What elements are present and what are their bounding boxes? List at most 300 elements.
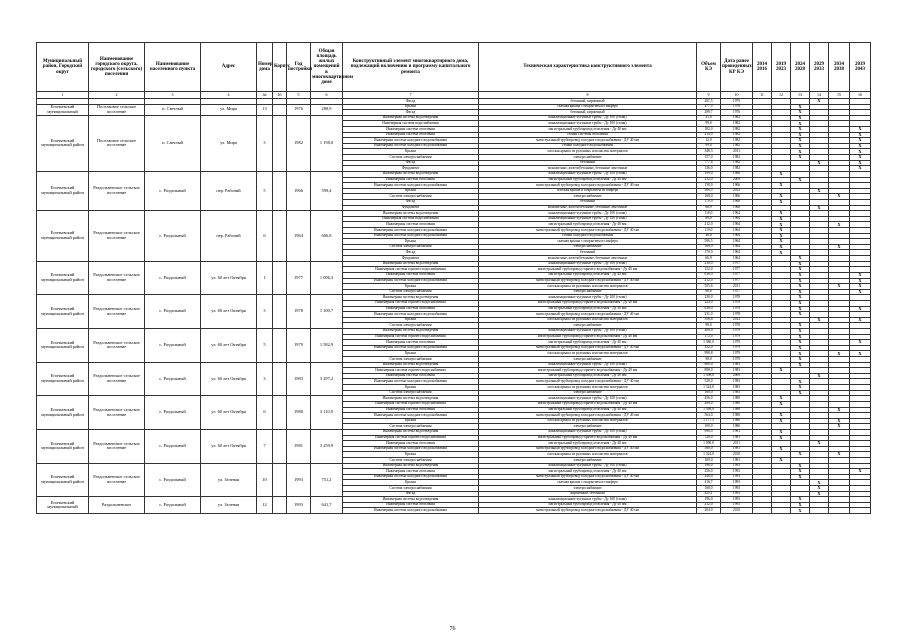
characteristic-cell: магистральный трубопровод отопления - Ду 40 мм — [479, 222, 697, 228]
volume-cell: 990,0 — [697, 429, 721, 435]
house-number-cell: 3 — [257, 295, 273, 329]
column-number: 6 — [311, 92, 343, 99]
element-cell: Крыша — [343, 239, 479, 245]
locality-cell: с. Раздольный — [145, 211, 201, 261]
characteristic-cell: скатная крыша с покрытием из шифера — [479, 480, 697, 486]
element-cell: Инженерная система отопления — [343, 222, 479, 228]
locality-cell: с. Раздольный — [145, 396, 201, 430]
period-mark-cell: X — [772, 396, 791, 402]
volume-cell: 98,0 — [697, 289, 721, 295]
column-number: 12 — [772, 92, 791, 99]
volume-cell: 199,0 — [697, 171, 721, 177]
column-header: 2014 2016 — [753, 43, 772, 92]
period-mark-cell: X — [772, 228, 791, 234]
house-number-cell: 7 — [257, 429, 273, 463]
column-number: 4 — [201, 92, 257, 99]
building-cell — [273, 211, 287, 261]
characteristic-cell: канализационные чугунные трубы - Ду 100 (стояк) — [479, 497, 697, 503]
building-cell — [273, 295, 287, 329]
prior-repair-date-cell: 1977 — [721, 272, 753, 278]
characteristic-cell: магистральный трубопровод холодного водоснабжения - ДУ 40 мм — [479, 474, 697, 480]
period-mark-cell: X — [829, 194, 850, 200]
characteristic-cell: электроснабжение — [479, 424, 697, 430]
volume-cell: 212,0 — [697, 278, 721, 284]
volume-cell: 46,0 — [697, 233, 721, 239]
characteristic-cell: бетонный, кирпичный — [479, 110, 697, 116]
characteristic-cell: магистральный трубопровод горячего водоснабжения - Ду 40 мм — [479, 267, 697, 273]
volume-cell: 110,0 — [697, 211, 721, 217]
settlement-cell: Раздольненское — [89, 497, 145, 514]
building-cell — [273, 429, 287, 463]
column-header: Наименование населенного пункта — [145, 43, 201, 92]
volume-cell: 616,0 — [697, 306, 721, 312]
characteristic-cell: магистральный трубопровод холодного водоснабжения - ДУ 40 мм — [479, 379, 697, 385]
building-cell — [273, 362, 287, 396]
element-cell: Инженерная система водоотведения — [343, 463, 479, 469]
prior-repair-date-cell: 1979 — [721, 357, 753, 363]
locality-cell: с. Раздольный — [145, 362, 201, 396]
volume-cell: 12,0 — [697, 138, 721, 144]
prior-repair-date-cell: 1993 — [721, 463, 753, 469]
element-cell: Крыша — [343, 385, 479, 391]
district-cell: Егоньевский муниципальный район — [37, 328, 89, 362]
settlement-cell: Раздольненское сельское поселение — [89, 328, 145, 362]
house-number-cell: 1 — [257, 261, 273, 295]
element-cell: Инженерная система горячего водоснабжения — [343, 401, 479, 407]
characteristic-cell: магистральный трубопровод холодного водоснабжения - ДУ 40 мм — [479, 446, 697, 452]
characteristic-cell: магистральный трубопровод отопления - Ду 40 мм — [479, 502, 697, 508]
prior-repair-date-cell: 2011 — [721, 149, 753, 155]
characteristic-cell: плоская крыша из рулонных или мастик материалов — [479, 317, 697, 323]
prior-repair-date-cell: 1980 — [721, 418, 753, 424]
period-mark-cell: X — [791, 155, 810, 161]
year-built-cell: 1979 — [287, 328, 311, 362]
volume-cell: 66,9 — [697, 205, 721, 211]
volume-cell: 110,0 — [697, 228, 721, 234]
column-number: 9 — [697, 92, 721, 99]
period-mark-cell: X — [791, 149, 810, 155]
volume-cell: 99,0 — [697, 143, 721, 149]
period-mark-cell: X — [810, 160, 829, 166]
volume-cell: 212,0 — [697, 502, 721, 508]
element-cell: Инженерная система отопления — [343, 306, 479, 312]
element-cell: Фасад — [343, 199, 479, 205]
characteristic-cell: плоская крыша из рулонных или мастик материалов — [479, 149, 697, 155]
characteristic-cell: плоская крыша и покрытием из шифера — [479, 188, 697, 194]
house-number-cell: 5 — [257, 171, 273, 210]
characteristic-cell: канализационные чугунные трубы - Ду 100 (стояк) — [479, 328, 697, 334]
column-number: 13 — [791, 92, 810, 99]
period-mark-cell: X — [850, 272, 871, 278]
period-mark-cell: X — [810, 491, 829, 497]
characteristic-cell: магистральный трубопровод отопления - Ду 40 мм — [479, 340, 697, 346]
prior-repair-date-cell: 1966 — [721, 205, 753, 211]
characteristic-cell: магистральный трубопровод отопления - Ду 40 мм — [479, 306, 697, 312]
volume-cell: 277,5 — [697, 104, 721, 110]
column-number: 2 — [89, 92, 145, 99]
prior-repair-date-cell: 1982 — [721, 160, 753, 166]
street-cell: ул. 60 лет Октября — [201, 362, 257, 396]
prior-repair-date-cell: 1993 — [721, 486, 753, 492]
volume-cell: 416,7 — [697, 480, 721, 486]
volume-cell: 1 398,0 — [697, 373, 721, 379]
prior-repair-date-cell: 1993 — [721, 502, 753, 508]
element-cell: Инженерная система отопления — [343, 127, 479, 133]
period-mark-cell: X — [810, 441, 829, 447]
element-cell: Система электроснабжения — [343, 289, 479, 295]
district-cell: Егоньевский муниципальный район — [37, 295, 89, 329]
period-mark-cell: X — [791, 469, 810, 475]
volume-cell: 520,0 — [697, 379, 721, 385]
prior-repair-date-cell: 1964 — [721, 233, 753, 239]
period-mark-cell: X — [850, 278, 871, 284]
period-mark-cell: X — [772, 216, 791, 222]
settlement-cell: Раздольненское сельское поселение — [89, 211, 145, 261]
volume-cell: 720,0 — [697, 435, 721, 441]
period-mark-cell: X — [810, 99, 829, 105]
period-mark-cell: X — [791, 323, 810, 329]
period-mark-cell: X — [791, 334, 810, 340]
table-body — [37, 99, 871, 514]
characteristic-cell: плоская крыша из рулонных или мастик материалов — [479, 418, 697, 424]
prior-repair-date-cell: 1981 — [721, 435, 753, 441]
period-mark-cell: X — [791, 328, 810, 334]
area-cell: 1 100,7 — [311, 295, 343, 329]
characteristic-cell: канализационные чугунные трубы - Ду 100 (стояк) — [479, 362, 697, 368]
volume-cell: 777,6 — [697, 160, 721, 166]
period-mark-cell: X — [791, 362, 810, 368]
element-cell: Инженерная система холодного водоснабжения — [343, 312, 479, 318]
element-cell: Инженерная система холодного водоснабжения — [343, 446, 479, 452]
characteristic-cell: бетонный, кирпичный — [479, 99, 697, 105]
period-mark-cell: X — [850, 143, 871, 149]
year-built-cell: 1983 — [287, 362, 311, 396]
period-mark-cell: X — [810, 486, 829, 492]
building-cell — [273, 115, 287, 171]
period-mark-cell: X — [791, 295, 810, 301]
volume-cell: 230,0 — [697, 295, 721, 301]
period-mark-cell: X — [772, 250, 791, 256]
period-mark-cell: X — [791, 385, 810, 391]
period-mark-cell: X — [791, 261, 810, 267]
street-cell: пер. Рабочий — [201, 171, 257, 210]
volume-cell: 168,0 — [697, 486, 721, 492]
column-number: 7 — [343, 92, 479, 99]
characteristic-cell: бетонный — [479, 199, 697, 205]
period-mark-cell — [850, 508, 871, 514]
period-mark-cell — [829, 508, 850, 514]
prior-repair-date-cell: 2009 — [721, 373, 753, 379]
prior-repair-date-cell: 1980 — [721, 407, 753, 413]
element-cell: Фасад — [343, 250, 479, 256]
period-mark-cell: X — [772, 211, 791, 217]
element-cell: Система электроснабжения — [343, 194, 479, 200]
element-cell: Инженерная система отопления — [343, 177, 479, 183]
house-number-cell: 13 — [257, 104, 273, 115]
header-row — [37, 43, 871, 92]
characteristic-cell: магистральный трубопровод отопления - Ду 40 мм — [479, 272, 697, 278]
period-mark-cell: X — [850, 166, 871, 172]
volume-cell: 898,0 — [697, 368, 721, 374]
period-mark-cell: X — [772, 183, 791, 189]
year-built-cell: 1982 — [287, 115, 311, 171]
area-cell: 1 582,9 — [311, 328, 343, 362]
prior-repair-date-cell: 1993 — [721, 497, 753, 503]
prior-repair-date-cell: 1980 — [721, 401, 753, 407]
element-cell: Фундамент — [343, 256, 479, 262]
characteristic-cell: магистральный трубопровод горячего водоснабжения - Ду 40 мм — [479, 300, 697, 306]
district-cell: Егоньевский муниципальный район — [37, 396, 89, 430]
element-cell: Инженерная система отопления — [343, 407, 479, 413]
column-number: 4б — [273, 92, 287, 99]
element-cell: Инженерная система отопления — [343, 441, 479, 447]
column-number: 8 — [479, 92, 697, 99]
characteristic-cell: электроснабжение — [479, 323, 697, 329]
period-mark-cell: X — [850, 155, 871, 161]
building-cell — [273, 171, 287, 210]
prior-repair-date-cell: 1979 — [721, 345, 753, 351]
year-built-cell: 1978 — [287, 295, 311, 329]
volume-cell: 1 324,0 — [697, 452, 721, 458]
element-cell: Система электроснабжения — [343, 390, 479, 396]
volume-cell: 210,0 — [697, 261, 721, 267]
volume-cell: 158,0 — [697, 183, 721, 189]
period-mark-cell: X — [791, 110, 810, 116]
volume-cell: 231,0 — [697, 312, 721, 318]
volume-cell: 348,3 — [697, 149, 721, 155]
period-mark-cell: X — [829, 351, 850, 357]
column-header: Общая площадь жилых помещений в многоквартирном доме — [311, 43, 343, 92]
characteristic-cell: магистральный трубопровод горячего водоснабжения - Ду 40 мм — [479, 401, 697, 407]
district-cell: Егоньевский муниципальный район — [37, 115, 89, 171]
street-cell: ул. Мира — [201, 104, 257, 115]
period-mark-cell: X — [772, 401, 791, 407]
period-mark-cell: X — [829, 407, 850, 413]
house-number-cell: 5 — [257, 328, 273, 362]
element-cell: Инженерная система отопления — [343, 132, 479, 138]
period-mark-cell: X — [791, 474, 810, 480]
house-number-cell: 12 — [257, 497, 273, 514]
prior-repair-date-cell: 1976 — [721, 110, 753, 116]
period-mark-cell: X — [850, 284, 871, 290]
volume-cell: 1 398,0 — [697, 407, 721, 413]
street-cell: ул. 60 лет Октября — [201, 396, 257, 430]
element-cell: Инженерная система водоотведения — [343, 211, 479, 217]
volume-cell: 168,0 — [697, 194, 721, 200]
column-header: Техническая характеристика конструктивного элемента — [479, 43, 697, 92]
element-cell: Крыша — [343, 104, 479, 110]
element-cell: Инженерная система холодного водоснабжения — [343, 413, 479, 419]
characteristic-cell: электроснабжение — [479, 289, 697, 295]
area-cell: 3 110,9 — [311, 396, 343, 430]
prior-repair-date-cell: 1964 — [721, 244, 753, 250]
characteristic-cell: магистральный трубопровод холодного водоснабжения - ДУ 40 мм — [479, 312, 697, 318]
period-mark-cell: X — [791, 300, 810, 306]
volume-cell: 204,0 — [697, 508, 721, 514]
prior-repair-date-cell: 1964 — [721, 222, 753, 228]
element-cell: Система электроснабжения — [343, 458, 479, 464]
prior-repair-date-cell: 1980 — [721, 424, 753, 430]
prior-repair-date-cell: 1977 — [721, 289, 753, 295]
element-cell: Инженерная система водоотведения — [343, 328, 479, 334]
period-mark-cell: X — [791, 138, 810, 144]
locality-cell: с. Раздольный — [145, 429, 201, 463]
column-number: 4a — [257, 92, 273, 99]
street-cell: пер. Рабочий — [201, 211, 257, 261]
period-mark-cell: X — [791, 340, 810, 346]
building-cell — [273, 497, 287, 514]
element-cell: Инженерная система горячего водоснабжения — [343, 334, 479, 340]
period-mark-cell — [772, 508, 791, 514]
building-cell — [273, 261, 287, 295]
volume-cell: 616,0 — [697, 272, 721, 278]
period-mark-cell: X — [772, 429, 791, 435]
characteristic-cell: стояки системы отопления — [479, 132, 697, 138]
element-cell: Фасад — [343, 110, 479, 116]
element-cell: Инженерная система водоотведения — [343, 171, 479, 177]
volume-cell: 100,0 — [697, 458, 721, 464]
volume-cell: 212,0 — [697, 177, 721, 183]
prior-repair-date-cell: 1966 — [721, 183, 753, 189]
period-mark-cell: X — [850, 351, 871, 357]
district-cell: Егоньевский муниципальный — [37, 104, 89, 115]
characteristic-cell: плоская крыша из рулонных или мастик материалов — [479, 351, 697, 357]
volume-cell: 506,5 — [697, 188, 721, 194]
characteristic-cell: канализационные чугунные трубы - Ду 100 (стояк) — [479, 171, 697, 177]
volume-cell: 299,7 — [697, 110, 721, 116]
volume-cell: 170,9 — [697, 250, 721, 256]
column-number: 3 — [145, 92, 201, 99]
element-cell: Инженерная система отопления — [343, 373, 479, 379]
prior-repair-date-cell: 1966 — [721, 194, 753, 200]
period-mark-cell: X — [791, 127, 810, 133]
building-cell — [273, 463, 287, 497]
column-header: 2024 2028 — [791, 43, 810, 92]
characteristic-cell: канализационные чугунные трубы - Ду 100 (стояк) — [479, 121, 697, 127]
period-mark-cell: X — [791, 143, 810, 149]
year-built-cell: 1980 — [287, 396, 311, 430]
area-cell: 3 259,9 — [311, 429, 343, 463]
year-built-cell: 1964 — [287, 211, 311, 261]
element-cell: Инженерная система горячего водоснабжения — [343, 435, 479, 441]
prior-repair-date-cell: 1978 — [721, 104, 753, 110]
volume-cell: 998,8 — [697, 351, 721, 357]
volume-cell: 1 177,5 — [697, 418, 721, 424]
period-mark-cell: X — [850, 149, 871, 155]
volume-cell: 172,0 — [697, 334, 721, 340]
district-cell: Егоньевский муниципальный — [37, 497, 89, 514]
element-cell: Инженерная система холодного водоснабжения — [343, 138, 479, 144]
characteristic-cell: электроснабжение — [479, 194, 697, 200]
settlement-cell: Раздольненское сельское поселение — [89, 429, 145, 463]
district-cell: Егоньевский муниципальный район — [37, 429, 89, 463]
element-cell: Система электроснабжения — [343, 244, 479, 250]
volume-cell: 41,0 — [697, 115, 721, 121]
period-mark-cell: X — [829, 424, 850, 430]
characteristic-cell: магистральный трубопровод холодного водоснабжения - ДУ 40 мм — [479, 345, 697, 351]
period-mark-cell: X — [829, 222, 850, 228]
period-mark-cell: X — [829, 244, 850, 250]
house-number-cell: 6 — [257, 396, 273, 430]
prior-repair-date-cell: 1983 — [721, 362, 753, 368]
element-cell: Инженерная система водоотведения — [343, 362, 479, 368]
characteristic-cell: электроснабжение — [479, 486, 697, 492]
prior-repair-date-cell: 1977 — [721, 278, 753, 284]
period-mark-cell: X — [810, 373, 829, 379]
volume-cell: 182,0 — [697, 127, 721, 133]
column-number: 16 — [850, 92, 871, 99]
element-cell: Крыша — [343, 188, 479, 194]
period-mark-cell: X — [772, 244, 791, 250]
element-cell: Инженерная система водоотведения — [343, 497, 479, 503]
prior-repair-date-cell: 1979 — [721, 334, 753, 340]
prior-repair-date-cell: 2010 — [721, 508, 753, 514]
element-cell: Инженерная система отопления — [343, 469, 479, 475]
capital-repair-register-table — [36, 42, 871, 514]
period-mark-cell: X — [829, 284, 850, 290]
house-number-cell: 3 — [257, 362, 273, 396]
prior-repair-date-cell: 1993 — [721, 469, 753, 475]
prior-repair-date-cell: 2009 — [721, 177, 753, 183]
characteristic-cell: скатная крыша с покрытием из шифера — [479, 104, 697, 110]
element-cell: Инженерная система холодного водоснабжения — [343, 278, 479, 284]
period-mark-cell: X — [791, 508, 810, 514]
street-cell: ул. 60 лет Октября — [201, 295, 257, 329]
period-mark-cell: X — [772, 239, 791, 245]
column-header: Номер дома — [257, 43, 273, 92]
element-cell: Крыша — [343, 317, 479, 323]
column-header: Конструктивный элемент многоквартирного дома, подлежащий включению в программу капитального ремонта — [343, 43, 479, 92]
period-mark-cell: X — [791, 121, 810, 127]
volume-cell: 256,0 — [697, 469, 721, 475]
period-mark-cell: X — [772, 458, 791, 464]
element-cell: Система электроснабжения — [343, 486, 479, 492]
characteristic-cell: магистральный трубопровод холодного водоснабжения - ДУ 40 мм — [479, 138, 697, 144]
period-mark-cell: X — [829, 418, 850, 424]
area-cell: 751,2 — [311, 463, 343, 497]
prior-repair-date-cell: 1964 — [721, 239, 753, 245]
prior-repair-date-cell: 1977 — [721, 261, 753, 267]
period-mark-cell: X — [791, 357, 810, 363]
element-cell: Фундамент — [343, 205, 479, 211]
element-cell: Фасад — [343, 491, 479, 497]
volume-cell: 136,0 — [697, 166, 721, 172]
area-cell: 641,7 — [311, 497, 343, 514]
settlement-cell: Раздольненское сельское поселение — [89, 396, 145, 430]
period-mark-cell: X — [772, 446, 791, 452]
period-mark-cell: X — [791, 497, 810, 503]
prior-repair-date-cell: 1982 — [721, 121, 753, 127]
characteristic-cell: плоская крыша из рулонных или мастик материалов — [479, 284, 697, 290]
period-mark-cell — [810, 508, 829, 514]
prior-repair-date-cell: 1979 — [721, 340, 753, 346]
characteristic-cell: стояки холодного водоснабжения — [479, 233, 697, 239]
characteristic-cell: скатная крыша с покрытием из шифера — [479, 239, 697, 245]
volume-cell: 66,9 — [697, 256, 721, 262]
characteristic-cell: канализационные чугунные трубы - Ду 100 (стояк) — [479, 216, 697, 222]
period-mark-cell: X — [791, 284, 810, 290]
element-cell: Инженерная система водоотведения — [343, 261, 479, 267]
period-mark-cell: X — [772, 435, 791, 441]
prior-repair-date-cell: 1978 — [721, 295, 753, 301]
column-number: 15 — [829, 92, 850, 99]
column-number: 1 — [37, 92, 89, 99]
prior-repair-date-cell: 1977 — [721, 267, 753, 273]
prior-repair-date-cell: 1978 — [721, 323, 753, 329]
period-mark-cell: X — [772, 199, 791, 205]
characteristic-cell: магистральный трубопровод холодного водоснабжения - ДУ 40 мм — [479, 413, 697, 419]
characteristic-cell: магистральный трубопровод холодного водоснабжения - ДУ 40 мм — [479, 228, 697, 234]
